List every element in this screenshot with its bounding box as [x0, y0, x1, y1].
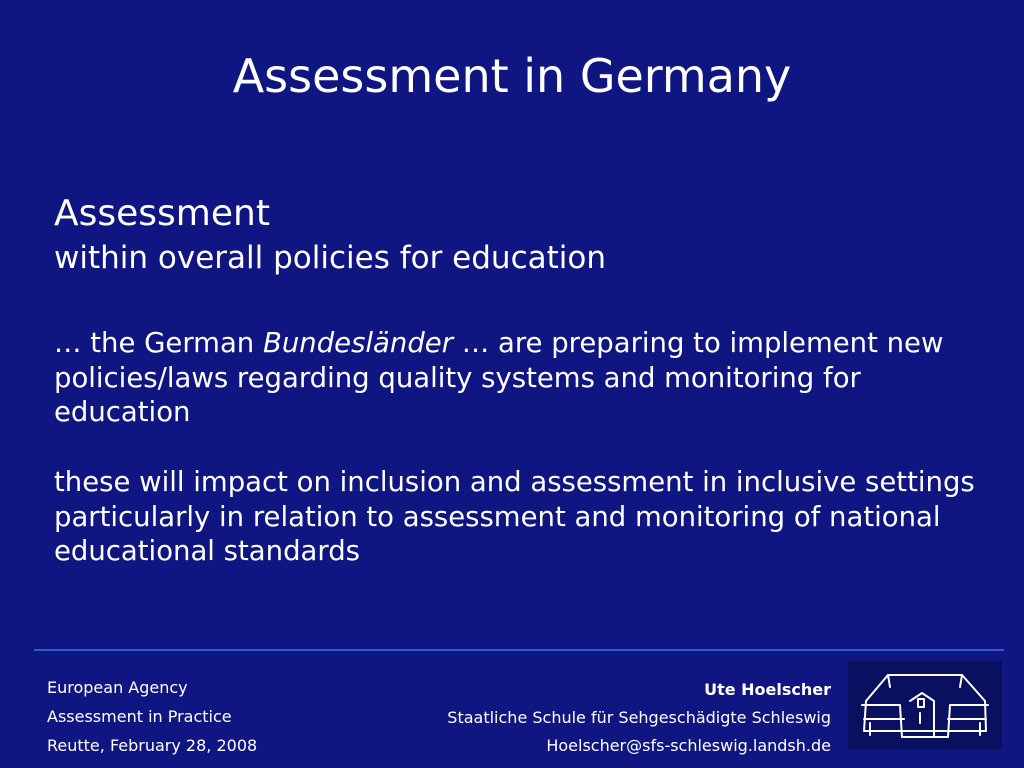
school-logo	[848, 661, 1002, 749]
section-subheading: within overall policies for education	[54, 240, 606, 276]
section-heading: Assessment	[54, 193, 270, 234]
footer-event-info	[47, 673, 257, 760]
footer-institution: Staatliche Schule für Sehgeschädigte Schleswig	[447, 708, 831, 727]
paragraph-text-before: … the German	[54, 327, 263, 359]
paragraph-impact: these will impact on inclusion and assessment in inclusive settings particularly in relation to assessment and monitoring of national educational standards	[54, 466, 975, 567]
paragraph-bundeslaender	[54, 326, 1004, 430]
footer-organization: European Agency	[47, 678, 188, 697]
paragraph-emphasis: Bundesländer	[262, 327, 454, 359]
slide-title: Assessment in Germany	[232, 49, 792, 103]
footer-event-date: Reutte, February 28, 2008	[47, 736, 258, 755]
footer-author-name: Ute Hoelscher	[704, 680, 831, 699]
footer-divider	[34, 649, 1004, 651]
paragraph-text-after: … are preparing to implement new policies/laws regarding quality systems and monitoring for education	[54, 327, 944, 428]
footer-author-info	[447, 676, 831, 760]
footer-event-title: Assessment in Practice	[47, 707, 232, 726]
school-building-logo-icon	[848, 661, 1002, 749]
footer-email: Hoelscher@sfs-schleswig.landsh.de	[546, 736, 831, 755]
